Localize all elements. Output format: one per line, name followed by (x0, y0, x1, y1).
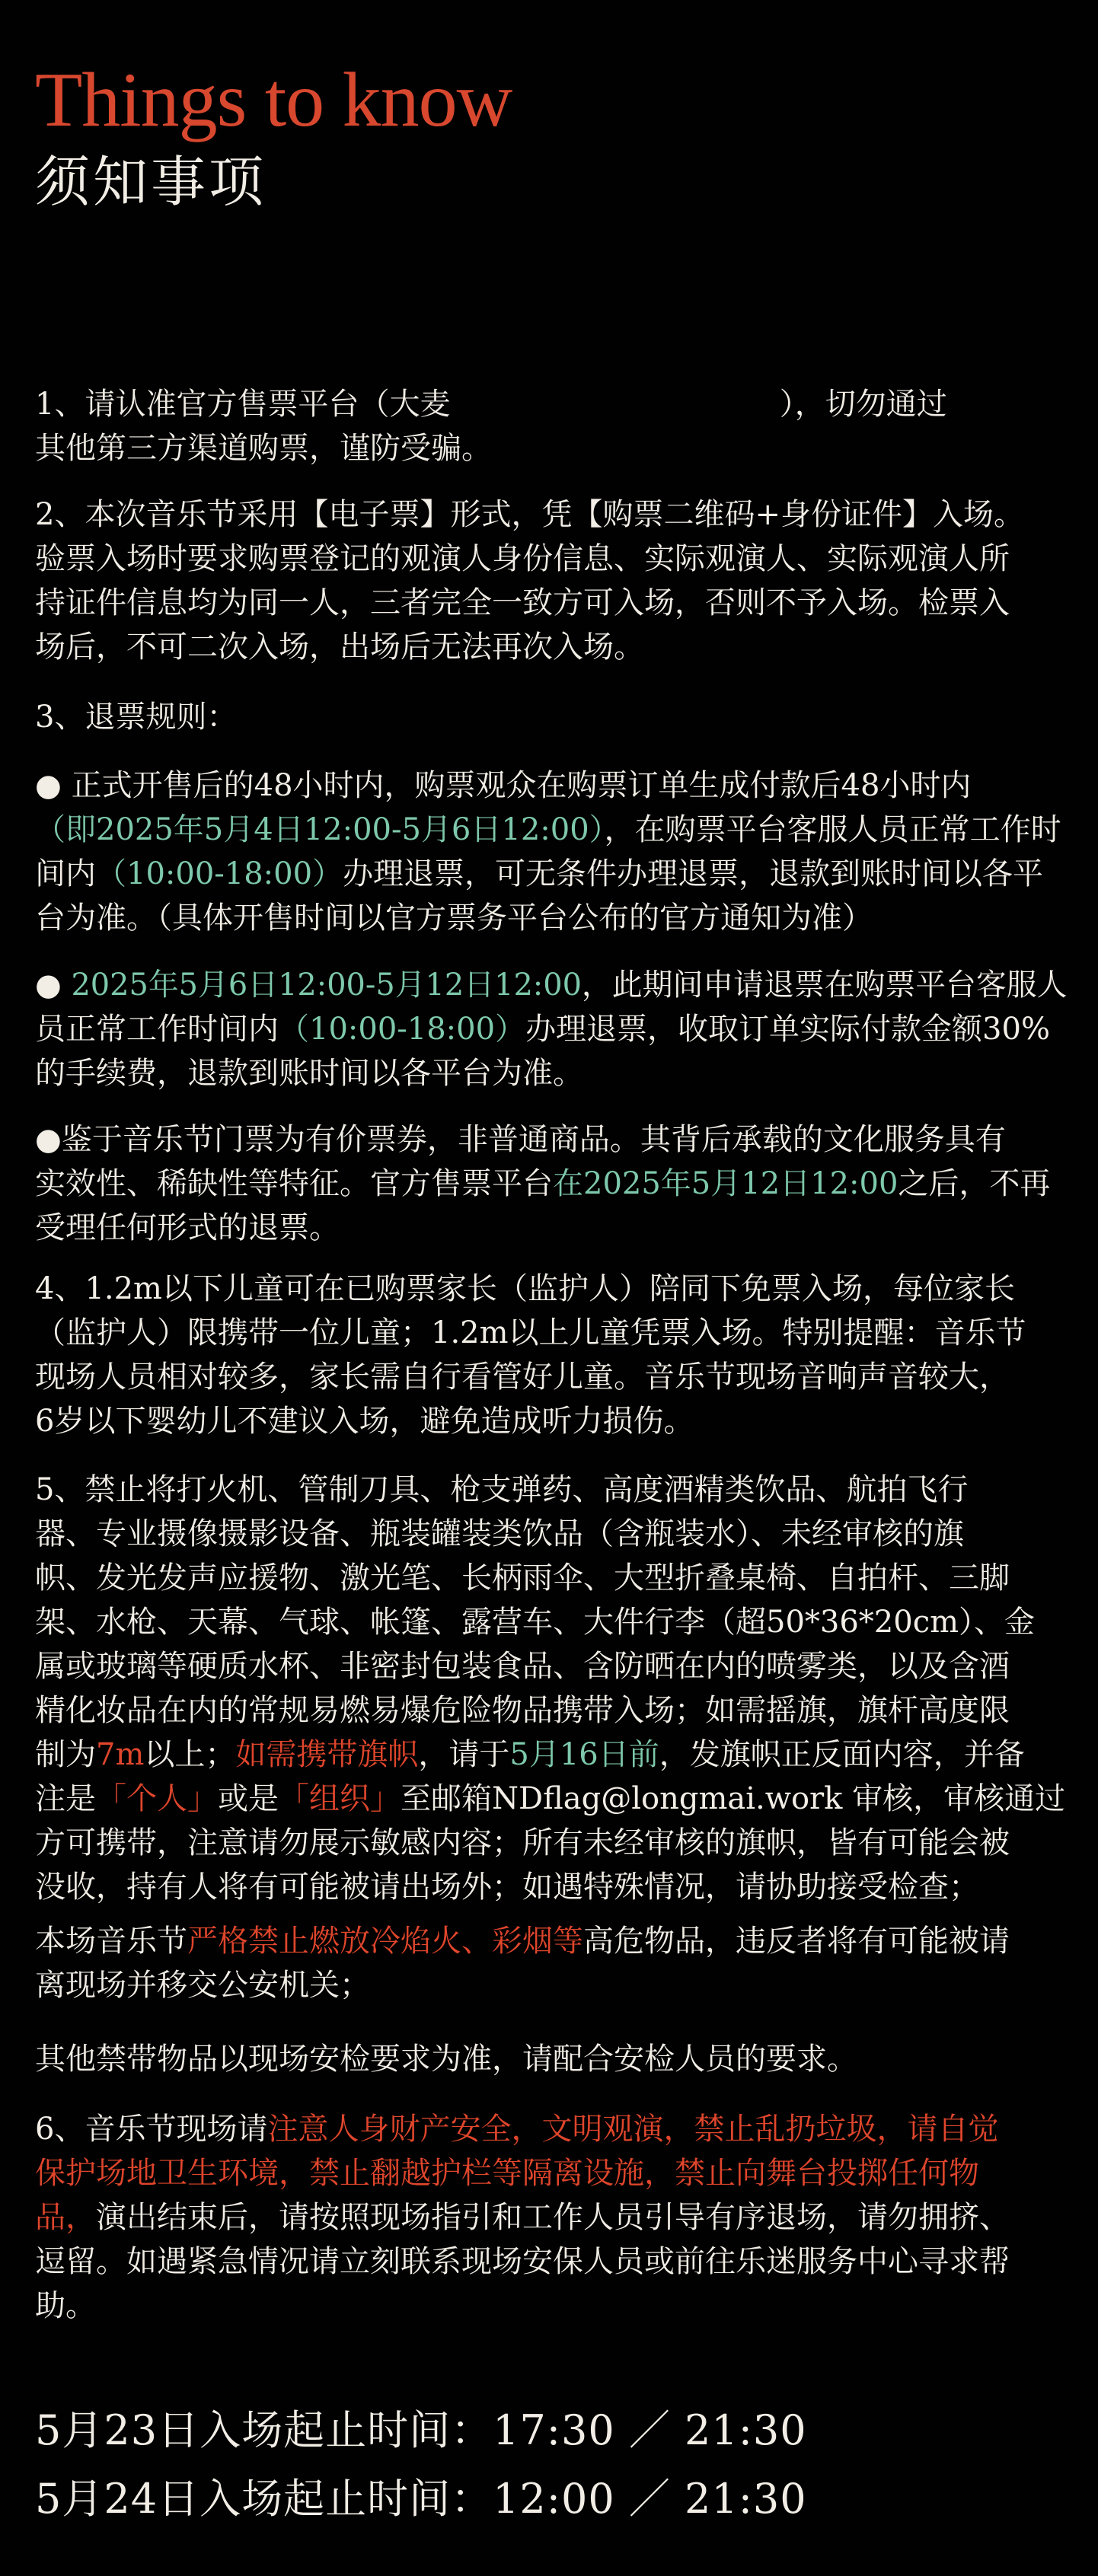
highlight-green-text: 5月16日前 (509, 1737, 659, 1772)
notice-line (35, 1556, 1010, 1600)
notice-text: 制为 (35, 1737, 96, 1772)
notice-line (35, 963, 1067, 1007)
page-title-en: Things to know (35, 57, 512, 143)
notice-text: 高危物品，违反者将有可能被请 (583, 1924, 1010, 1959)
page-title-cn: 须知事项 (35, 150, 267, 214)
notice-text: 2、本次音乐节采用【电子票】形式，凭【购票二维码+身份证件】入场。 (35, 497, 1024, 532)
notice-line (35, 426, 492, 470)
notice-line (35, 2195, 1010, 2240)
notice-text: ，此期间申请退票在购票平台客服人 (581, 968, 1068, 1003)
notice-line (35, 1117, 1006, 1162)
highlight-red-text: 如需携带旗帜 (235, 1737, 419, 1772)
notice-line (35, 1311, 1026, 1355)
highlight-red-text: 注意人身财产安全，文明观演，禁止乱扔垃圾，请自觉 (267, 2112, 999, 2147)
notice-line (35, 2037, 857, 2081)
highlight-green-text: 2025年5月6日12:00-5月12日12:00 (71, 968, 582, 1003)
notice-text: 之后，不再 (898, 1166, 1051, 1201)
highlight-red-text: 「组织」 (279, 1781, 401, 1816)
notice-line (35, 1206, 340, 1250)
notice-text: ，请于 (418, 1737, 510, 1772)
notice-text: 其他第三方渠道购票，谨防受骗。 (35, 431, 492, 466)
notice-line (35, 493, 1024, 537)
notice-text: 离现场并移交公安机关； (35, 1968, 370, 2003)
notice-text: 架、水枪、天幕、气球、帐篷、露营车、大件行李（超50*36*20cm）、金 (35, 1605, 1036, 1640)
notice-line (35, 2240, 1010, 2284)
highlight-green-text: （10:00-18:00） (96, 856, 343, 891)
notice-text: 间内 (35, 856, 96, 891)
notice-text: 逗留。如遇紧急情况请立刻联系现场安保人员或前往乐迷服务中心寻求帮 (35, 2244, 1010, 2279)
notice-line (35, 1688, 1010, 1733)
notice-text: 帜、发光发声应援物、激光笔、长柄雨伞、大型折叠桌椅、自拍杆、三脚 (35, 1561, 1010, 1596)
notice-line (35, 1007, 1050, 1051)
notice-line (35, 1865, 979, 1909)
notice-text: 员正常工作时间内 (35, 1012, 279, 1047)
notice-text: 注是 (35, 1781, 96, 1816)
notice-text: 属或玻璃等硬质水杯、非密封包装食品、含防晒在内的喷雾类，以及含酒 (35, 1649, 1010, 1684)
notice-line (35, 1399, 694, 1443)
notice-text: ，在购票平台客服人员正常工作时 (604, 812, 1061, 847)
notice-text: 台为准。（具体开售时间以官方票务平台公布的官方通知为准） (35, 901, 873, 936)
notice-line (35, 896, 873, 940)
notice-text: 方可携带，注意请勿展示敏感内容；所有未经审核的旗帜，皆有可能会被 (35, 1825, 1010, 1860)
highlight-green-text: （即2025年5月4日12:00-5月6日12:00） (35, 812, 605, 847)
notice-line (35, 625, 644, 669)
notice-text: 1、请认准官方售票平台（大麦 ），切勿通过 (35, 387, 947, 422)
entry-time-day2: 5月24日入场起止时间：12:00 ／ 21:30 (35, 2475, 807, 2523)
notice-line (35, 1468, 968, 1512)
notice-text: 或是 (218, 1781, 279, 1816)
notice-line (35, 764, 971, 808)
highlight-green-text: （10:00-18:00） (279, 1012, 526, 1047)
notice-line (35, 1051, 583, 1095)
highlight-red-text: 「个人」 (96, 1781, 218, 1816)
notice-text: 精化妆品在内的常规易燃易爆危险物品携带入场；如需摇旗，旗杆高度限 (35, 1693, 1010, 1728)
notice-text: 4、1.2m以下儿童可在已购票家长（监护人）陪同下免票入场，每位家长 (35, 1271, 1015, 1306)
notice-text: ● (35, 968, 72, 1003)
notice-text: 没收，持有人将有可能被请出场外；如遇特殊情况，请协助接受检查； (35, 1870, 979, 1905)
notice-text: 验票入场时要求购票登记的观演人身份信息、实际观演人、实际观演人所 (35, 541, 1010, 576)
notice-text: （监护人）限携带一位儿童；1.2m以上儿童凭票入场。特别提醒：音乐节 (35, 1315, 1026, 1350)
notice-text: 持证件信息均为同一人，三者完全一致方可入场，否则不予入场。检票入 (35, 585, 1010, 620)
highlight-green-text: 在2025年5月12日12:00 (553, 1166, 899, 1201)
notice-text: 其他禁带物品以现场安检要求为准，请配合安检人员的要求。 (35, 2042, 857, 2077)
notice-line (35, 1355, 1010, 1399)
notice-line (35, 581, 1010, 625)
notice-line (35, 1644, 1010, 1688)
notice-text: 3、退票规则： (35, 700, 238, 735)
notice-text: ● 正式开售后的48小时内，购票观众在购票订单生成付款后48小时内 (35, 768, 972, 803)
notice-line (35, 2284, 96, 2328)
highlight-red-text: 保护场地卫生环境，禁止翻越护栏等隔离设施，禁止向舞台投掷任何物 (35, 2156, 979, 2191)
notice-line (35, 808, 1061, 852)
entry-time-day1: 5月23日入场起止时间：17:30 ／ 21:30 (35, 2406, 807, 2454)
notice-line (35, 2107, 998, 2151)
notice-line (35, 1267, 1015, 1311)
notice-text: 器、专业摄像摄影设备、瓶装罐装类饮品（含瓶装水）、未经审核的旗 (35, 1516, 964, 1551)
notice-text: 本场音乐节 (35, 1924, 187, 1959)
notice-text: ●鉴于音乐节门票为有价票券，非普通商品。其背后承载的文化服务具有 (35, 1122, 1006, 1157)
notice-text: 现场人员相对较多，家长需自行看管好儿童。音乐节现场音响声音较大， (35, 1360, 1010, 1395)
highlight-red-text: 品， (35, 2200, 96, 2235)
highlight-red-text: 7m (96, 1737, 145, 1772)
notice-line (35, 852, 1043, 896)
notice-line (35, 1821, 1010, 1865)
notice-text: ，发旗帜正反面内容，并备 (659, 1737, 1025, 1772)
notice-text: 以上； (144, 1737, 236, 1772)
notice-text: 5、禁止将打火机、管制刀具、枪支弹药、高度酒精类饮品、航拍飞行 (35, 1472, 969, 1507)
notice-line (35, 1963, 370, 2007)
notice-line (35, 1162, 1050, 1206)
notice-line (35, 537, 1010, 581)
notice-text: 实效性、稀缺性等特征。官方售票平台 (35, 1166, 553, 1201)
highlight-red-text: 严格禁止燃放冷焰火、彩烟等 (187, 1924, 583, 1959)
notice-line (35, 382, 947, 426)
notice-line (35, 1777, 1065, 1821)
notice-line (35, 695, 237, 739)
notice-line (35, 1919, 1010, 1963)
notice-text: 至邮箱NDflag@longmai.work 审核，审核通过 (401, 1781, 1066, 1816)
notice-text: 受理任何形式的退票。 (35, 1210, 340, 1245)
notice-text: 演出结束后，请按照现场指引和工作人员引导有序退场，请勿拥挤、 (96, 2200, 1010, 2235)
notice-text: 场后，不可二次入场，出场后无法再次入场。 (35, 630, 644, 665)
notice-text: 助。 (35, 2288, 96, 2323)
notice-text: 的手续费，退款到账时间以各平台为准。 (35, 1056, 583, 1091)
notice-text: 办理退票，可无条件办理退票，退款到账时间以各平 (343, 856, 1044, 891)
notice-line (35, 1512, 964, 1556)
notice-text: 6、音乐节现场请 (35, 2112, 268, 2147)
notice-line (35, 1600, 1035, 1644)
notice-line (35, 2151, 979, 2195)
notice-line (35, 1733, 1025, 1777)
notice-text: 6岁以下婴幼儿不建议入场，避免造成听力损伤。 (35, 1404, 694, 1439)
notice-text: 办理退票，收取订单实际付款金额30% (525, 1012, 1050, 1047)
